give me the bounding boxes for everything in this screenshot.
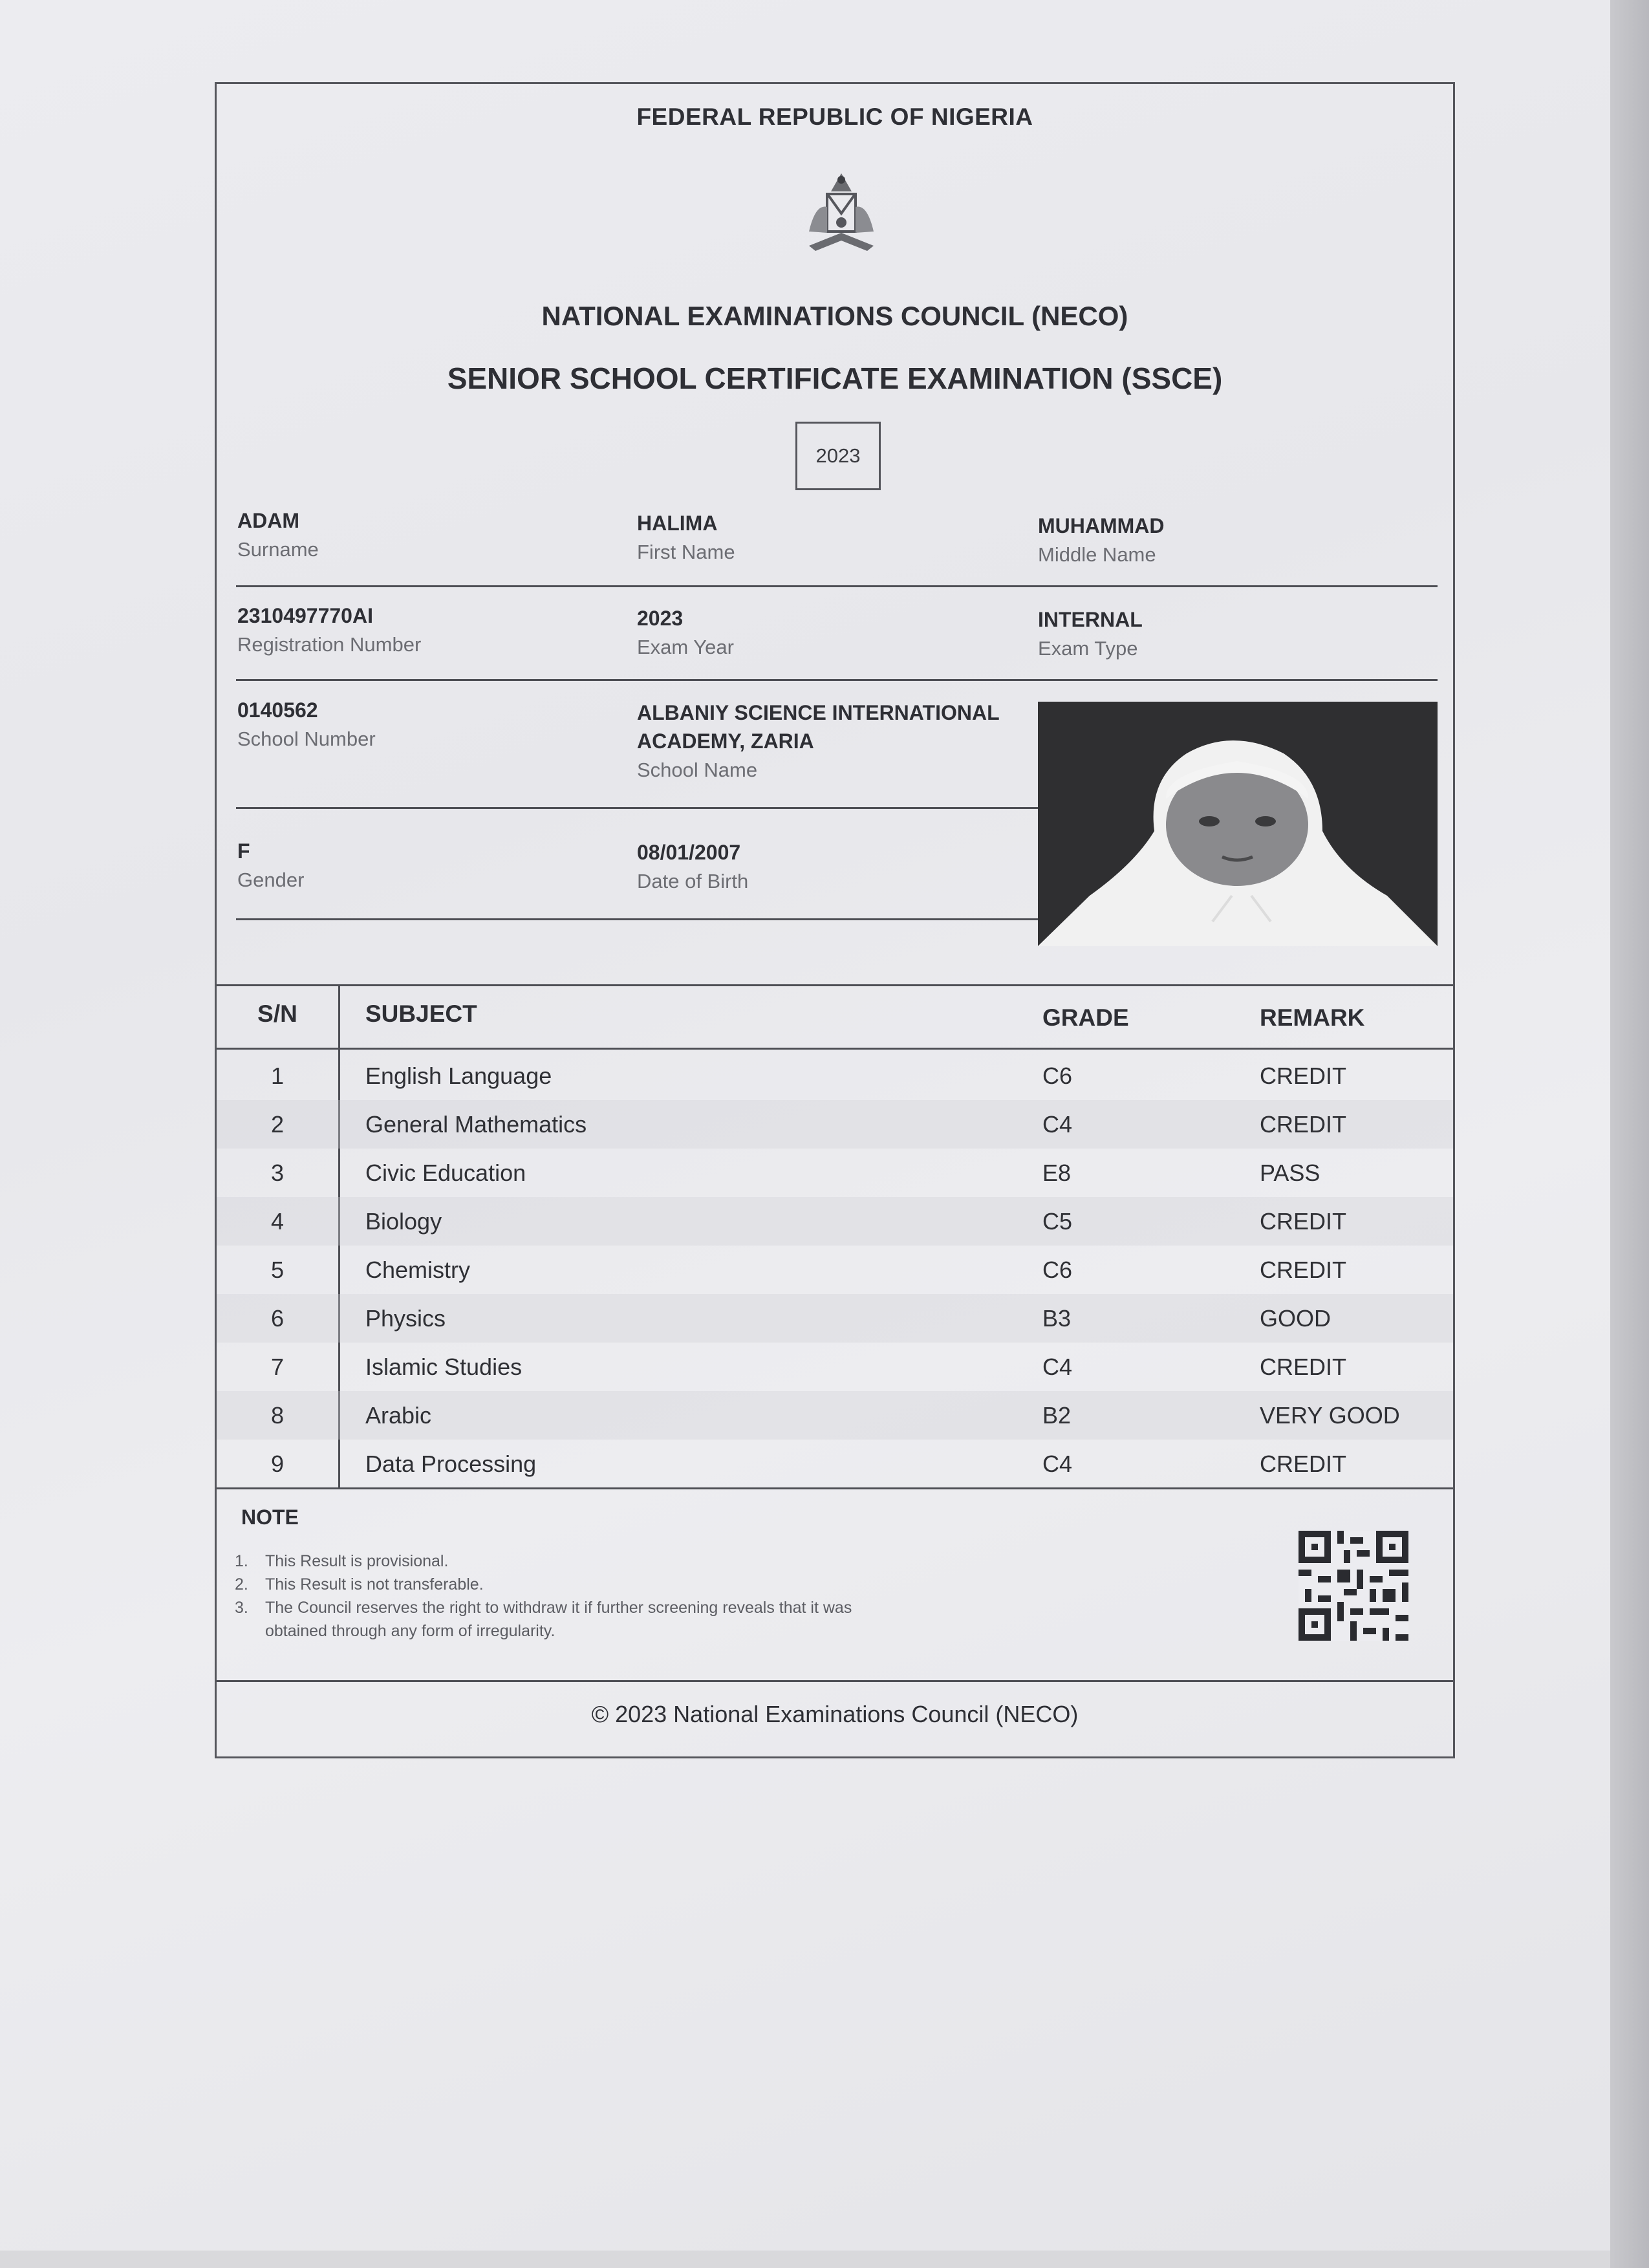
table-row [217,1391,1453,1440]
row-grade: C5 [1042,1208,1073,1235]
table-row [217,1246,1453,1294]
exam-heading: SENIOR SCHOOL CERTIFICATE EXAMINATION (SSCE) [447,362,1223,395]
council-heading: NATIONAL EXAMINATIONS COUNCIL (NECO) [541,301,1128,331]
first-name-field [637,509,735,567]
school-name-value-line2: ACADEMY, ZARIA [637,729,814,753]
table-row [217,1100,1453,1149]
surname-label: Surname [237,538,319,561]
row-remark: CREDIT [1260,1208,1346,1235]
table-row [217,1052,1453,1100]
country-heading: FEDERAL REPUBLIC OF NIGERIA [636,103,1033,130]
date-of-birth-label: Date of Birth [637,870,749,892]
exam-year-value: 2023 [637,607,684,630]
exam-type-field [1038,605,1143,664]
copyright-footer: © 2023 National Examinations Council (NECO) [591,1701,1079,1727]
row-subject: Civic Education [365,1160,526,1186]
row-sn: 8 [270,1402,285,1429]
paper-edge [1610,0,1649,2268]
school-number-label: School Number [237,728,376,750]
middle-name-label: Middle Name [1038,543,1156,566]
divider [236,585,1438,587]
row-remark: GOOD [1260,1305,1331,1332]
coat-of-arms-icon [790,168,893,259]
exam-year-label: Exam Year [637,636,734,658]
row-remark: VERY GOOD [1260,1402,1400,1429]
column-header-grade: GRADE [1042,1004,1129,1031]
row-grade: E8 [1042,1160,1072,1186]
row-subject: Biology [365,1208,442,1235]
table-row [217,1343,1453,1391]
row-sn: 2 [270,1111,285,1138]
first-name-value: HALIMA [637,512,718,535]
row-sn: 3 [270,1160,285,1186]
surname-field [237,506,319,565]
note-list [235,1550,868,1643]
row-sn: 6 [270,1305,285,1332]
row-grade: C4 [1042,1111,1073,1138]
row-subject: Physics [365,1305,446,1332]
row-remark: CREDIT [1260,1354,1346,1380]
row-sn: 9 [270,1451,285,1477]
middle-name-field [1038,512,1165,570]
middle-name-value: MUHAMMAD [1038,514,1165,537]
school-number-value: 0140562 [237,698,318,722]
column-header-remark: REMARK [1260,1004,1365,1031]
table-row [217,1294,1453,1343]
table-row [217,1197,1453,1246]
gender-value: F [237,839,250,863]
table-row [217,1440,1453,1488]
divider [236,918,1038,920]
exam-year-field [637,604,734,662]
row-remark: CREDIT [1260,1111,1346,1138]
exam-type-value: INTERNAL [1038,608,1143,631]
row-subject: Islamic Studies [365,1354,523,1380]
exam-type-label: Exam Type [1038,637,1138,660]
note-title: NOTE [241,1506,299,1529]
candidate-photo [1038,702,1438,946]
row-grade: C4 [1042,1451,1073,1477]
table-header-divider [217,1048,1453,1050]
registration-number-value: 2310497770AI [237,604,373,627]
row-grade: C6 [1042,1063,1073,1089]
note-text: This Result is provisional. [265,1552,449,1570]
row-sn: 5 [270,1257,285,1283]
first-name-label: First Name [637,541,735,563]
year-box: 2023 [795,422,881,490]
note-item [235,1550,868,1573]
row-subject: Data Processing [365,1451,537,1477]
note-number: 1. [235,1552,248,1570]
row-subject: General Mathematics [365,1111,587,1138]
note-number: 2. [235,1575,248,1593]
row-remark: CREDIT [1260,1063,1346,1089]
date-of-birth-field [637,838,748,896]
school-name-value-line1: ALBANIY SCIENCE INTERNATIONAL [637,701,1000,724]
note-item [235,1573,868,1596]
row-grade: B2 [1042,1402,1072,1429]
school-number-field [237,696,376,754]
note-item [235,1596,868,1643]
divider [236,679,1438,681]
row-remark: PASS [1260,1160,1320,1186]
row-remark: CREDIT [1260,1451,1346,1477]
surname-value: ADAM [237,509,299,532]
gender-label: Gender [237,869,305,891]
row-sn: 4 [270,1208,285,1235]
date-of-birth-value: 08/01/2007 [637,841,741,864]
table-row [217,1149,1453,1197]
row-subject: Chemistry [365,1257,471,1283]
table-border-bottom [217,1487,1453,1489]
registration-number-label: Registration Number [237,633,422,656]
row-sn: 1 [270,1063,285,1089]
result-slip [215,82,1455,1758]
column-header-subject: SUBJECT [365,1000,477,1027]
row-sn: 7 [270,1354,285,1380]
row-remark: CREDIT [1260,1257,1346,1283]
row-subject: English Language [365,1063,552,1089]
table-border-top [217,984,1453,986]
note-text: This Result is not transferable. [265,1575,484,1593]
note-number: 3. [235,1599,248,1617]
row-grade: C6 [1042,1257,1073,1283]
row-grade: C4 [1042,1354,1073,1380]
registration-number-field [237,601,421,660]
column-header-sn: S/N [257,1000,297,1027]
gender-field [237,837,304,895]
school-name-field [637,698,1000,785]
row-grade: B3 [1042,1305,1072,1332]
qr-code-icon [1299,1531,1408,1641]
footer-divider [217,1680,1453,1682]
note-text: The Council reserves the right to withdraw it if further screening reveals that it was obtained through any form of irregularity. [265,1599,852,1640]
school-name-label: School Name [637,759,758,781]
divider [236,807,1038,809]
row-subject: Arabic [365,1402,432,1429]
